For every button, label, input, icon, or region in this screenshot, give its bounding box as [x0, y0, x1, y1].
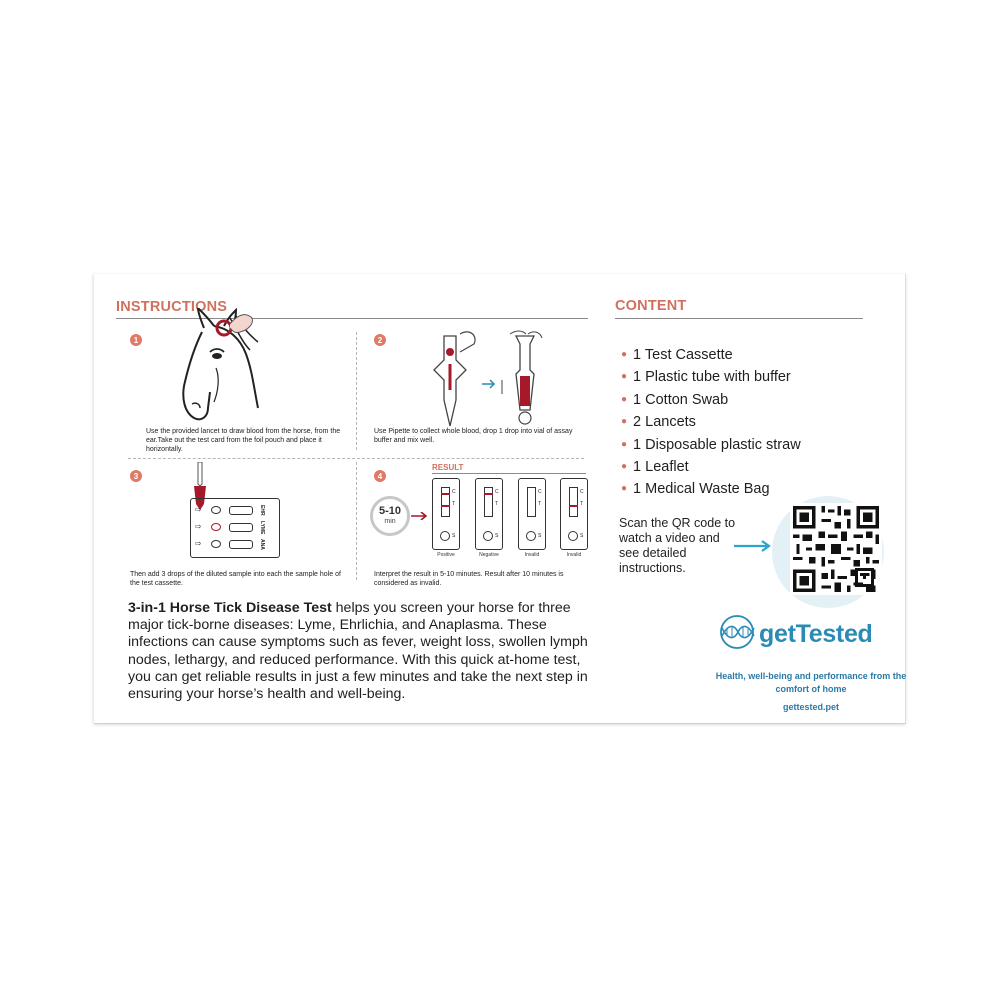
list-item: ● 1 Medical Waste Bag	[621, 481, 770, 498]
step-2-number: 2	[374, 334, 386, 346]
result-cassette-invalid-2	[560, 478, 588, 550]
grid-divider-vertical-top	[356, 332, 357, 450]
timer-icon	[370, 496, 410, 536]
result-cassette-negative	[475, 478, 503, 550]
t-label: T	[580, 501, 584, 507]
c-label: C	[538, 489, 542, 495]
step-4-number: 4	[374, 470, 386, 482]
content-list	[621, 344, 801, 501]
lancet-hand-illustration	[214, 304, 254, 344]
grid-divider-vertical-bottom	[356, 462, 357, 580]
cassette-label-lyme: LYME	[259, 521, 265, 535]
arrow-right-icon	[734, 540, 774, 552]
brand-website[interactable]: gettested.pet	[782, 702, 839, 712]
list-item: ● 1 Cotton Swab	[621, 391, 729, 408]
dna-logo-icon	[718, 614, 758, 650]
t-label: T	[538, 501, 542, 507]
step-1-number: 1	[130, 334, 142, 346]
list-item: ● 1 Test Cassette	[621, 347, 733, 363]
c-label: C	[580, 489, 584, 495]
list-item: ● 2 Lancets	[621, 414, 696, 431]
content-title: CONTENT	[615, 298, 687, 314]
content-rule	[615, 318, 863, 319]
s-label: S	[495, 533, 499, 539]
product-description	[128, 600, 588, 703]
s-label: S	[538, 533, 542, 539]
result-label-negative: Negative	[479, 552, 499, 558]
step-1-text: Use the provided lancet to draw blood from the horse, from the ear.Take out the test card from the foil pouch and place it horizontally.	[146, 428, 341, 453]
pipette-vial-illustration	[430, 330, 550, 430]
timer-value: 5-10	[378, 505, 402, 517]
result-rule	[432, 473, 586, 474]
c-label: C	[495, 489, 499, 495]
result-label-invalid-1: Invalid	[524, 552, 540, 558]
t-label: T	[495, 501, 499, 507]
c-label: C	[452, 489, 456, 495]
brand-name: getTested	[759, 620, 873, 648]
test-cassette: ⇨ ⇨ ⇨ EHR LYME ANA	[190, 498, 280, 558]
product-description-body: helps you screen your horse for three major tick-borne diseases: Lyme, Ehrlichia, and Anaplasma. These infections can cause symptoms such as fever, weight loss, swollen lymph nodes, lethargy, and reduced performance. With this quick at-home test, you can get reliable results in just a few minutes and take the next step in ensuring your horse’s health and well-being.	[128, 600, 588, 703]
t-label: T	[452, 501, 456, 507]
s-label: S	[452, 533, 456, 539]
result-cassette-invalid-1	[518, 478, 546, 550]
result-label-invalid-2: Invalid	[566, 552, 582, 558]
arrow-right-icon	[411, 512, 429, 520]
s-label: S	[580, 533, 584, 539]
instructions-title: INSTRUCTIONS	[116, 299, 228, 315]
step-4-text: Interpret the result in 5-10 minutes. Result after 10 minutes is considered as invalid.	[374, 571, 564, 587]
list-item: ● 1 Leaflet	[621, 459, 689, 476]
cassette-label-ana: ANA	[259, 539, 265, 550]
timer-unit: min	[384, 518, 396, 525]
result-cassette-positive	[432, 478, 460, 550]
result-title: RESULT	[432, 463, 464, 472]
step-3-number: 3	[130, 470, 142, 482]
step-2-text: Use Pipette to collect whole blood, drop 1 drop into vial of assay buffer and mix well.	[374, 428, 573, 444]
product-name: 3-in-1 Horse Tick Disease Test	[128, 600, 332, 616]
brand-tagline: Health, well-being and performance from the comfort of home	[715, 671, 907, 694]
result-label-positive: Positive	[437, 552, 455, 558]
grid-divider-horizontal	[128, 458, 584, 459]
cassette-label-ehr: EHR	[259, 505, 265, 516]
step-3-text: Then add 3 drops of the diluted sample into each the sample hole of the test cassette.	[130, 571, 341, 587]
product-box-back	[94, 274, 906, 724]
list-item: ● 1 Disposable plastic straw	[621, 436, 801, 453]
qr-code[interactable]	[790, 503, 882, 595]
list-item: ● 1 Plastic tube with buffer	[621, 369, 791, 386]
qr-instruction-text: Scan the QR code to watch a video and see detailed instructions.	[619, 516, 736, 575]
